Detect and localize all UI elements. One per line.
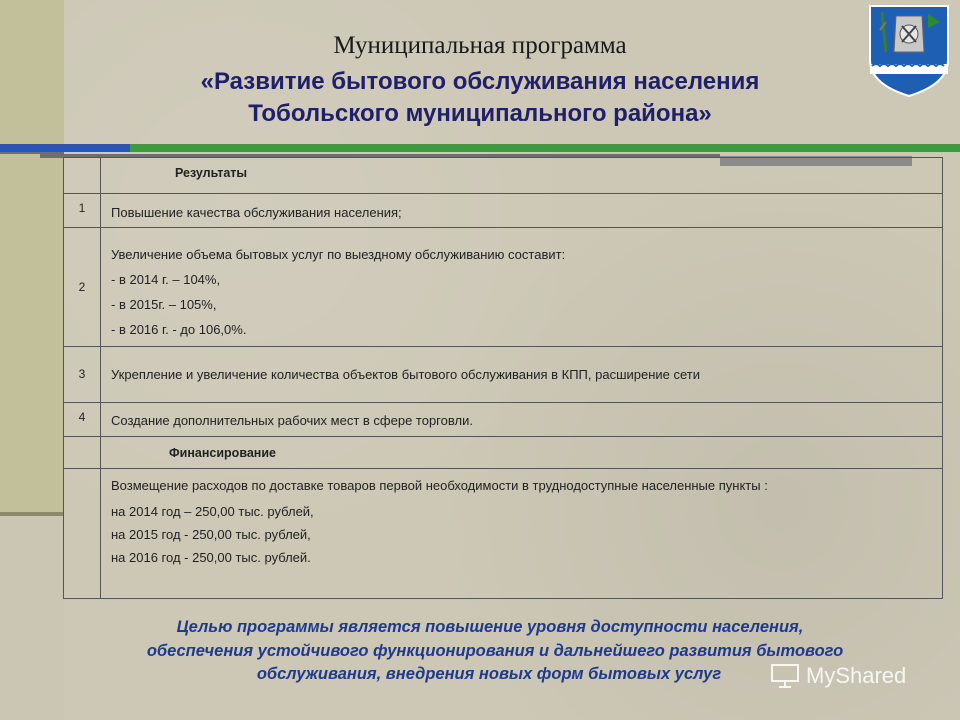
program-subtitle [0, 66, 960, 130]
row-text: на 2016 год - 250,00 тыс. рублей. [111, 550, 311, 565]
table-row [101, 403, 943, 437]
financing-header-cell [101, 437, 943, 469]
table-row [101, 347, 943, 403]
row-text: - в 2015г. – 105%, [111, 297, 217, 312]
table-cell-empty [64, 158, 101, 194]
program-title: Муниципальная программа [333, 32, 627, 59]
row-text: Укрепление и увеличение количества объектов бытового обслуживания в КПП, расширение сети [111, 367, 701, 382]
results-header-cell [101, 158, 943, 194]
financing-header: Финансирование [169, 446, 276, 460]
table-cell-empty [64, 469, 101, 599]
row-text: Увеличение объема бытовых услуг по выездному обслуживанию составит: [111, 247, 566, 262]
table-row [101, 228, 943, 347]
presentation-icon [770, 663, 800, 689]
goal-line-3: обслуживания, внедрения новых форм бытовых услуг [256, 665, 722, 683]
program-subtitle-line-2: Тобольского муниципального района» [248, 100, 712, 127]
results-table [63, 157, 943, 599]
row-text: Повышение качества обслуживания населения; [111, 205, 402, 220]
row-number [64, 194, 101, 228]
row-number-text: 1 [78, 201, 86, 215]
table-row [101, 194, 943, 228]
watermark [770, 662, 930, 690]
row-number [64, 347, 101, 403]
row-text: на 2015 год - 250,00 тыс. рублей, [111, 527, 311, 542]
table-row [101, 469, 943, 599]
results-header: Результаты [175, 166, 248, 180]
row-number-text: 4 [78, 410, 86, 424]
watermark-text: MyShared [806, 663, 907, 688]
stripe-green [130, 144, 960, 152]
goal-line-2: обеспечения устойчивого функционирования и дальнейшего развития бытового [146, 641, 844, 660]
row-text: - в 2014 г. – 104%, [111, 272, 221, 287]
row-number [64, 403, 101, 437]
row-text: - в 2016 г. - до 106,0%. [111, 322, 247, 337]
stripe-blue [0, 144, 130, 152]
row-number-text: 2 [78, 280, 86, 294]
row-number-text: 3 [78, 367, 86, 381]
program-subtitle-line-1: «Развитие бытового обслуживания населения [200, 68, 760, 95]
table-cell-empty [64, 437, 101, 469]
row-text: на 2014 год – 250,00 тыс. рублей, [111, 504, 314, 519]
row-number [64, 228, 101, 347]
row-text: Возмещение расходов по доставке товаров первой необходимости в труднодоступные населенные пункты : [111, 478, 768, 493]
left-decor-shadow [0, 512, 66, 516]
goal-line-1: Целью программы является повышение уровня доступности населения, [176, 618, 804, 636]
row-text: Создание дополнительных рабочих мест в сфере торговли. [111, 413, 473, 428]
